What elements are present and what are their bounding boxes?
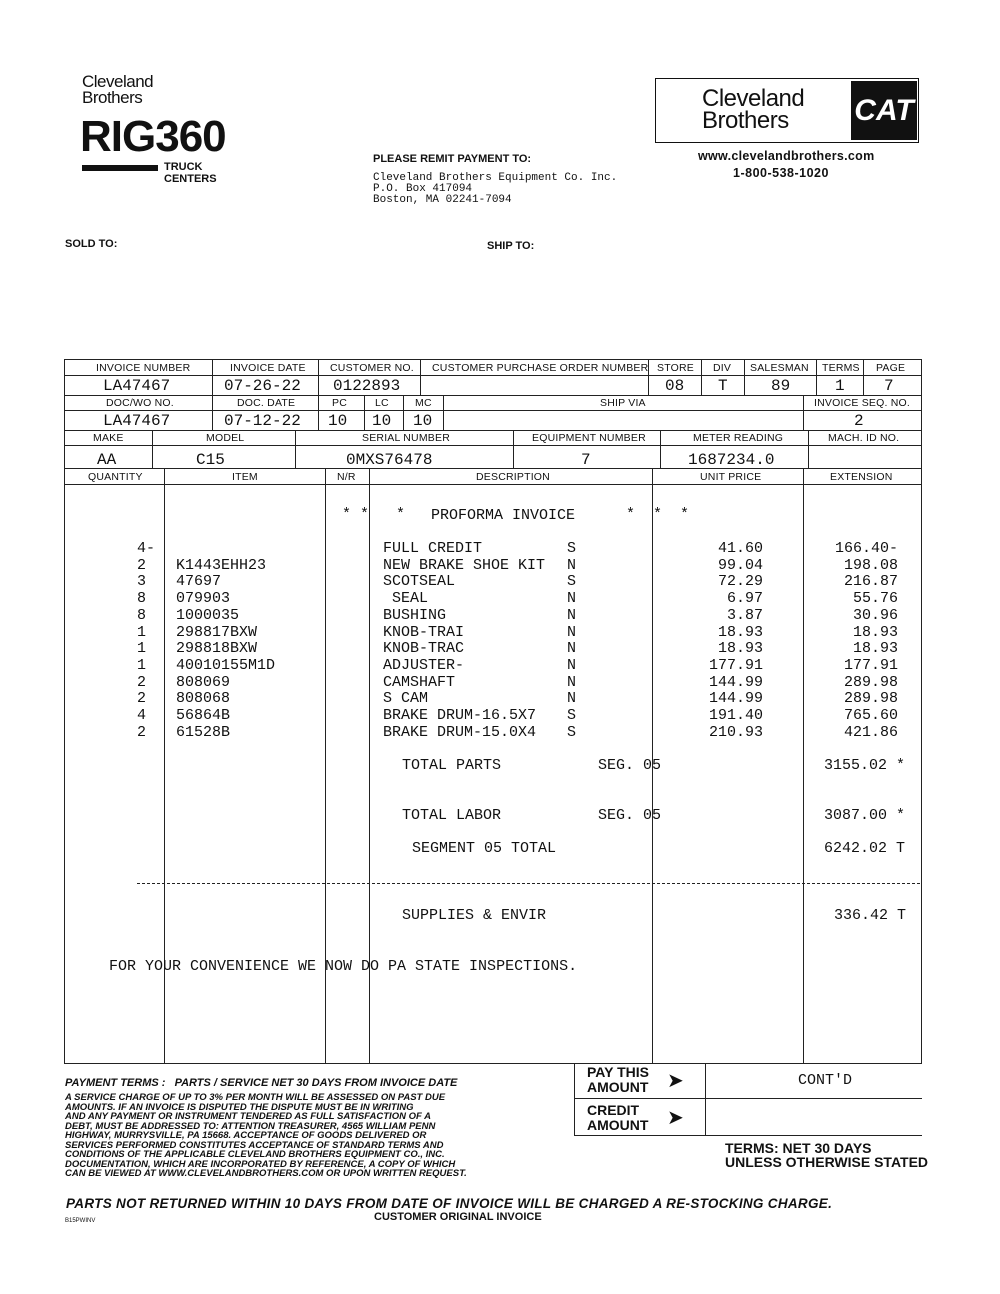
pay-arrow-icon: ➤ (667, 1070, 684, 1092)
remit-title: PLEASE REMIT PAYMENT TO: (373, 153, 532, 165)
item-quantity: 2 (137, 556, 147, 574)
item-description: KNOB-TRAC (383, 640, 465, 658)
item-number: 079903 (176, 590, 231, 608)
right-brand-line2: Brothers (702, 107, 789, 134)
fine-print-line: DOCUMENTATION, WHICH ARE INCORPORATED BY REFERENCE, A COPY OF WHICH (65, 1158, 456, 1170)
label-make: MAKE (93, 432, 124, 444)
item-unit-price: 99.04 (717, 556, 763, 574)
item-unit-price: 210.93 (708, 723, 763, 741)
website: www.clevelandbrothers.com (698, 149, 875, 163)
value-div: T (718, 377, 728, 395)
value-meter: 1687234.0 (688, 451, 775, 469)
value-model: C15 (196, 451, 225, 469)
fine-print (65, 1093, 565, 1179)
item-nr: N (567, 673, 577, 691)
credit-line1: CREDIT (587, 1102, 640, 1118)
item-extension: 18.93 (852, 623, 898, 641)
proforma-title: PROFORMA INVOICE (431, 507, 576, 524)
item-quantity: 4- (137, 540, 156, 557)
label-invoice-number: INVOICE NUMBER (96, 362, 191, 374)
label-store: STORE (657, 362, 694, 374)
total-labor-value: 3087.00 * (824, 807, 906, 824)
label-lc: LC (375, 397, 389, 409)
v (803, 395, 804, 430)
label-invoice-seq: INVOICE SEQ. NO. (814, 397, 910, 409)
proforma-left-stars: * * * (342, 506, 406, 523)
item-description: KNOB-TRAI (383, 623, 465, 641)
v (420, 359, 421, 395)
item-number: 40010155M1D (176, 656, 276, 674)
pay-box-mid (705, 1064, 706, 1136)
item-description: SEAL (383, 590, 429, 608)
remit-line3: Boston, MA 02241-7094 (373, 194, 512, 206)
fine-print-line: AMOUNTS. IF AN INVOICE IS DISPUTED THE DISPUTE MUST BE IN WRITING (65, 1101, 414, 1113)
item-unit-price: 18.93 (717, 623, 763, 641)
label-salesman: SALESMAN (750, 362, 809, 374)
item-quantity: 2 (137, 723, 147, 741)
total-labor-label: TOTAL LABOR (402, 807, 502, 824)
v (318, 359, 319, 395)
pay-line1: PAY THIS (587, 1064, 649, 1080)
convenience-note: FOR YOUR CONVENIENCE WE NOW DO PA STATE INSPECTIONS. (109, 958, 578, 975)
label-equipment: EQUIPMENT NUMBER (532, 432, 646, 444)
item-nr: S (567, 707, 577, 724)
v (513, 430, 514, 468)
truck-centers-bar (82, 165, 158, 171)
item-unit-price: 191.40 (708, 707, 763, 724)
item-number: 56864B (176, 707, 231, 724)
label-div: DIV (713, 362, 732, 374)
customer-original-label: CUSTOMER ORIGINAL INVOICE (374, 1211, 542, 1223)
rule-r1-value (64, 395, 922, 396)
pay-this-amount-label (587, 1065, 649, 1095)
label-doc-date: DOC. DATE (237, 397, 296, 409)
value-invoice-number: LA47467 (103, 377, 171, 395)
label-pc: PC (332, 397, 347, 409)
sold-to-label: SOLD TO: (65, 238, 118, 250)
item-extension: 289.98 (843, 673, 898, 691)
fine-print-line: AND ANY PAYMENT OR INSTRUMENT TENDERED AS FULL SATISFACTION OF A (65, 1111, 431, 1122)
label-mach-id: MACH. ID NO. (828, 432, 900, 444)
item-nr: N (567, 623, 577, 641)
right-brand-text (702, 85, 805, 134)
item-nr: N (567, 640, 577, 658)
total-parts-label: TOTAL PARTS (402, 757, 502, 774)
v (660, 430, 661, 468)
rule-r2-value (64, 430, 922, 431)
cat-logo: CAT (851, 81, 917, 140)
col-nr: N/R (337, 471, 356, 483)
left-brand-line1: Cleveland (82, 72, 154, 91)
item-nr: N (567, 656, 577, 674)
rule-r1-label (64, 375, 922, 376)
item-unit-price: 18.93 (717, 640, 763, 658)
v (816, 359, 817, 395)
item-quantity: 2 (137, 673, 147, 691)
item-extension: 177.91 (843, 656, 898, 674)
pay-amount-value: CONT'D (798, 1072, 853, 1089)
value-store: 08 (665, 377, 685, 395)
item-extension: 289.98 (843, 690, 898, 708)
value-customer-no: 0122893 (333, 377, 401, 395)
label-customer-po: CUSTOMER PURCHASE ORDER NUMBER (432, 362, 649, 374)
pay-box (574, 1064, 922, 1136)
label-invoice-date: INVOICE DATE (230, 362, 306, 374)
item-quantity: 1 (137, 640, 147, 658)
item-quantity: 1 (137, 623, 147, 641)
rule-r3-label (64, 445, 922, 446)
item-extension: 198.08 (843, 556, 898, 574)
label-doc-wo: DOC/WO NO. (106, 397, 174, 409)
item-extension: 18.93 (852, 640, 898, 658)
item-description: BRAKE DRUM-16.5X7 (383, 707, 537, 724)
fine-print-line: A SERVICE CHARGE OF UP TO 3% PER MONTH WILL BE ASSESSED ON PAST DUE (65, 1092, 446, 1103)
payment-terms: PAYMENT TERMS : PARTS / SERVICE NET 30 DAYS FROM INVOICE DATE (65, 1077, 458, 1089)
value-equipment: 7 (581, 451, 591, 469)
value-page: 7 (884, 377, 894, 395)
rule-r3-value (64, 468, 922, 469)
pay-box-top (574, 1098, 922, 1099)
item-description: S CAM (383, 690, 429, 708)
phone: 1-800-538-1020 (733, 166, 829, 180)
item-nr: N (567, 606, 577, 624)
label-customer-no: CUSTOMER NO. (330, 362, 414, 374)
item-nr: S (567, 723, 577, 741)
segment-total-value: 6242.02 T (824, 840, 906, 857)
rule-col-header (64, 484, 922, 485)
v (212, 359, 213, 395)
v (744, 359, 745, 395)
label-mc: MC (415, 397, 432, 409)
item-quantity: 8 (137, 606, 147, 624)
item-quantity: 3 (137, 573, 147, 591)
value-pc: 10 (328, 412, 348, 430)
remit-line1: Cleveland Brothers Equipment Co. Inc. (373, 172, 618, 184)
item-unit-price: 41.60 (717, 540, 763, 557)
item-quantity: 8 (137, 590, 147, 608)
item-extension: 55.76 (852, 590, 898, 608)
value-mc: 10 (413, 412, 433, 430)
v (152, 430, 153, 468)
fine-print-line: DEBT, MUST BE ADDRESSED TO: ATTENTION TREASURER, 4565 WILLIAM PENN (65, 1120, 436, 1132)
col-unit-price: UNIT PRICE (700, 471, 762, 483)
col-quantity: QUANTITY (88, 471, 143, 483)
item-number: K1443EHH23 (176, 556, 267, 574)
value-terms: 1 (835, 377, 845, 395)
ship-to-label: SHIP TO: (487, 240, 535, 252)
col-extension: EXTENSION (830, 471, 893, 483)
item-unit-price: 144.99 (708, 690, 763, 708)
item-description: SCOTSEAL (383, 573, 456, 591)
item-nr: N (567, 690, 577, 708)
item-quantity: 4 (137, 707, 147, 724)
item-description: CAMSHAFT (383, 673, 456, 691)
item-extension: 216.87 (843, 573, 898, 591)
fine-print-line: CAN BE VIEWED AT WWW.CLEVELANDBROTHERS.COM OR UPON WRITTEN REQUEST. (65, 1168, 467, 1179)
item-description: NEW BRAKE SHOE KIT (383, 556, 546, 574)
total-parts-seg: SEG. 05 (598, 757, 662, 774)
item-unit-price: 177.91 (708, 656, 763, 674)
remit-address (373, 173, 617, 206)
value-invoice-date: 07-26-22 (224, 377, 301, 395)
item-quantity: 1 (137, 656, 147, 674)
form-code: B15PWINV (65, 1218, 96, 1224)
restocking-notice: PARTS NOT RETURNED WITHIN 10 DAYS FROM DATE OF INVOICE WILL BE CHARGED A RE-STOCKING CHARGE. (66, 1196, 833, 1211)
col-description: DESCRIPTION (476, 471, 550, 483)
item-nr: N (567, 590, 577, 608)
segment-total-label: SEGMENT 05 TOTAL (412, 840, 557, 857)
fine-print-line: SERVICES PERFORMED CONSTITUTES ACCEPTANCE OF STANDARD TERMS AND (65, 1139, 444, 1151)
item-unit-price: 3.87 (726, 606, 763, 624)
item-extension: 30.96 (852, 606, 898, 624)
total-labor-seg: SEG. 05 (598, 807, 662, 824)
pay-box-right-bottom (705, 1135, 922, 1136)
truck-centers-label: TRUCK CENTERS (164, 161, 217, 185)
cleveland-brothers-logo-box (655, 78, 919, 143)
separator-dashed (137, 883, 920, 884)
item-extension: 765.60 (843, 707, 898, 724)
label-model: MODEL (206, 432, 245, 444)
left-logo (82, 74, 252, 184)
label-serial: SERIAL NUMBER (362, 432, 450, 444)
net-terms (725, 1141, 928, 1169)
fine-print-line: CONDITIONS OF THE APPLICABLE CLEVELAND BROTHERS EQUIPMENT CO., INC. (65, 1149, 445, 1160)
pay-line2: AMOUNT (587, 1079, 649, 1095)
pay-box-left (574, 1064, 575, 1136)
v (318, 395, 319, 430)
item-description: ADJUSTER- (383, 656, 465, 674)
rig360-logo-text: RIG360 (80, 112, 226, 161)
item-quantity: 2 (137, 690, 147, 708)
right-brand-line1: Cleveland (702, 85, 805, 112)
value-salesman: 89 (771, 377, 791, 395)
item-nr: N (567, 556, 577, 574)
value-make: AA (97, 451, 117, 469)
credit-line2: AMOUNT (587, 1117, 649, 1133)
item-number: 298817BXW (176, 623, 258, 641)
supplies-label: SUPPLIES & ENVIR (402, 907, 547, 924)
label-ship-via: SHIP VIA (600, 397, 646, 409)
col-item: ITEM (232, 471, 258, 483)
value-doc-wo: LA47467 (103, 412, 171, 430)
item-number: 298818BXW (176, 640, 258, 658)
item-extension: 166.40- (834, 540, 898, 557)
pay-box-bottom (574, 1135, 705, 1136)
fine-print-line: HIGHWAY, MURRYSVILLE, PA 15668. ACCEPTANCE OF GOODS DELIVERED OR (65, 1130, 427, 1141)
item-nr: S (567, 573, 577, 591)
item-extension: 421.86 (843, 723, 898, 741)
net-terms-line2: UNLESS OTHERWISE STATED (725, 1154, 929, 1170)
v (863, 359, 864, 395)
value-invoice-seq: 2 (854, 412, 864, 430)
item-number: 47697 (176, 573, 222, 591)
item-number: 61528B (176, 723, 231, 741)
item-description: BUSHING (383, 606, 447, 624)
item-number: 808068 (176, 690, 231, 708)
v (364, 395, 365, 430)
left-brand-line2: Brothers (82, 88, 143, 107)
item-unit-price: 72.29 (717, 573, 763, 591)
value-lc: 10 (372, 412, 392, 430)
credit-amount-label (587, 1103, 648, 1133)
v (808, 430, 809, 468)
remit-line2: P.O. Box 417094 (373, 183, 473, 195)
item-number: 808069 (176, 673, 231, 691)
supplies-value: 336.42 T (834, 907, 907, 924)
item-number: 1000035 (176, 606, 240, 624)
rule-r2-label (64, 410, 922, 411)
label-meter: METER READING (693, 432, 784, 444)
item-description: BRAKE DRUM-15.0X4 (383, 723, 537, 741)
v (403, 395, 404, 430)
value-serial: 0MXS76478 (346, 451, 433, 469)
item-unit-price: 6.97 (726, 590, 763, 608)
label-page: PAGE (876, 362, 906, 374)
label-terms: TERMS (822, 362, 860, 374)
total-parts-value: 3155.02 * (824, 757, 906, 774)
proforma-right-stars: * * * (626, 506, 690, 523)
v (212, 395, 213, 430)
item-nr: S (567, 540, 577, 557)
v (443, 395, 444, 430)
v (701, 359, 702, 395)
credit-arrow-icon: ➤ (667, 1107, 684, 1129)
item-description: FULL CREDIT (383, 540, 483, 557)
v (295, 430, 296, 468)
value-doc-date: 07-12-22 (224, 412, 301, 430)
item-unit-price: 144.99 (708, 673, 763, 691)
net-terms-line1: TERMS: NET 30 DAYS (725, 1140, 872, 1156)
